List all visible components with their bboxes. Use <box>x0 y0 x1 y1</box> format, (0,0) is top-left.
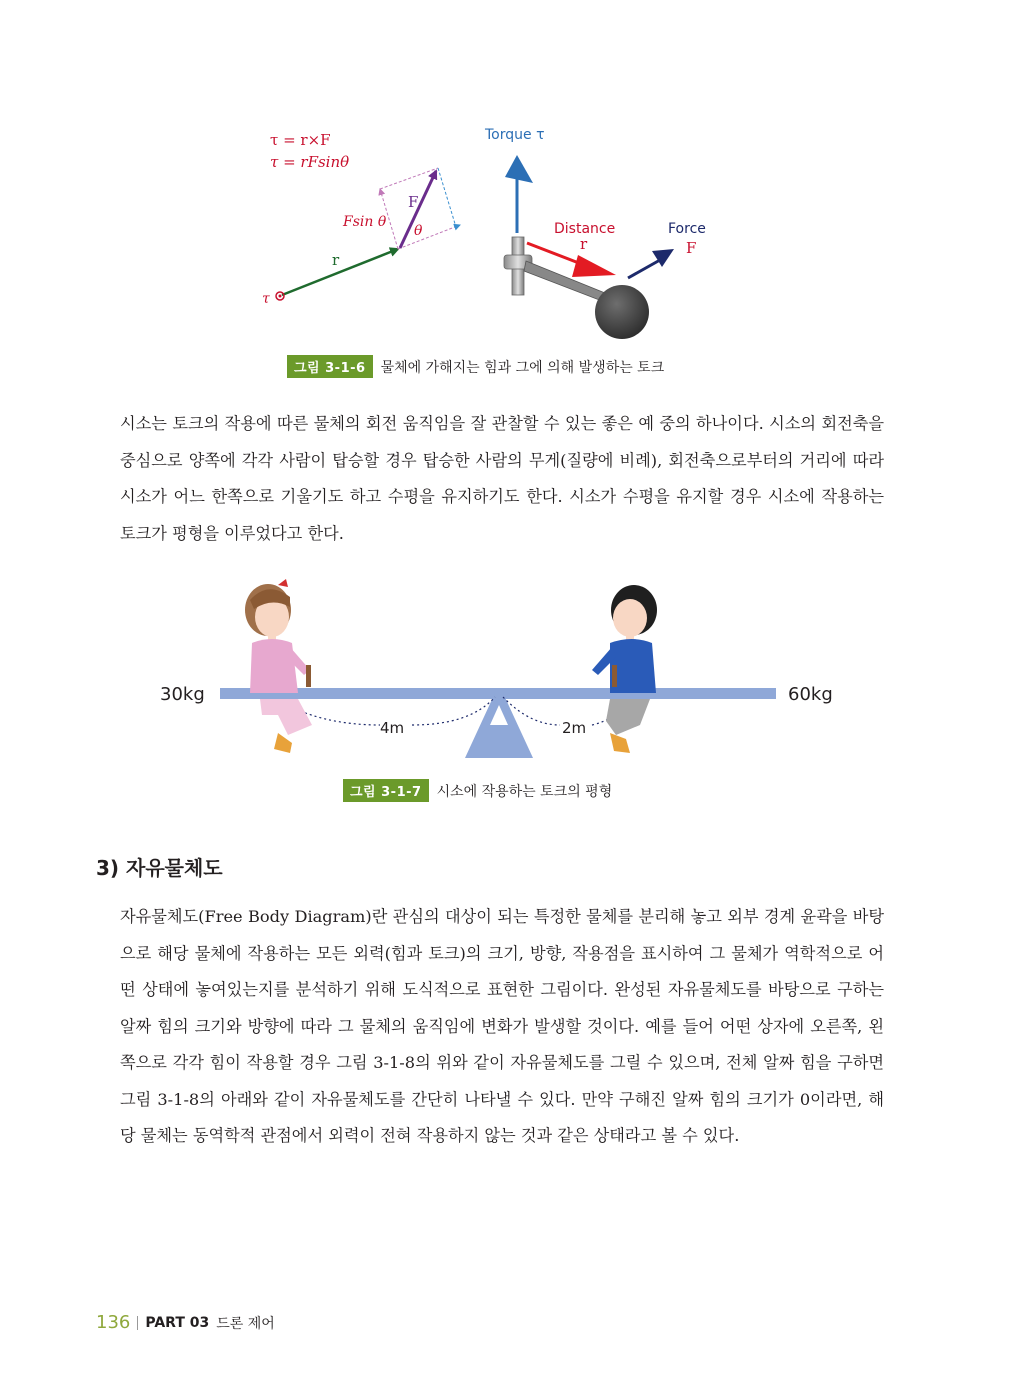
figure-caption-3-1-6 <box>287 355 664 378</box>
r-label: r <box>332 251 340 269</box>
r-vector <box>282 249 398 295</box>
tau-symbol: τ <box>262 291 270 307</box>
paragraph-text: 시소는 토크의 작용에 따른 물체의 회전 움직임을 잘 관찰할 수 있는 좋은 예 중의 하나이다. 시소의 회전축을 중심으로 양쪽에 각각 사람이 탑승할 경우 탑승한 사람의 무게(질량에 비례), 회전축으로부터의 거리에 따라 시소가 어느 한쪽으로 기울기도 하고 수평을 유지하기도 한다. 시소가 수평을 유지할 경우 시소에 작용하는 토크가 평형을 이루었다고 한다. <box>120 414 884 543</box>
chapter-label: 드론 제어 <box>216 1315 275 1332</box>
boy-figure <box>592 585 657 753</box>
paragraph-free-body-diagram <box>120 899 884 1155</box>
torque-arrow-icon <box>505 155 533 183</box>
left-weight-label: 30kg <box>160 684 205 705</box>
footer-divider <box>137 1316 138 1330</box>
girl-figure <box>245 579 312 753</box>
torque-figure <box>250 115 750 355</box>
distance-arrow-icon <box>572 255 616 277</box>
paragraph-seesaw <box>120 406 884 552</box>
figure-number-badge: 그림 3-1-7 <box>343 779 429 802</box>
distance-label: Distance <box>554 221 616 237</box>
ball <box>595 285 649 339</box>
formula-sin: τ = rFsinθ <box>270 153 350 171</box>
fsin-label: Fsin θ <box>343 214 387 230</box>
page-footer <box>96 1312 275 1333</box>
torque-label: Torque τ <box>485 127 545 143</box>
page-number: 136 <box>96 1312 131 1333</box>
force-sub-label: F <box>686 239 697 257</box>
part-label: PART 03 <box>145 1314 210 1331</box>
paragraph-text: 자유물체도(Free Body Diagram)란 관심의 대상이 되는 특정한 물체를 분리해 놓고 외부 경계 윤곽을 바탕으로 해당 물체에 작용하는 모든 외력(힘과 토크)의 크기, 방향, 작용점을 표시하여 그 물체가 역학적으로 어떤 상태에 놓여있는지를 분석하기 위해 도식적으로 표현한 그림이다. 완성된 자유물체도를 바탕으로 구하는 알짜 힘의 크기와 방향에 따라 그 물체의 움직임에 변화가 발생할 것이다. 예를 들어 어떤 상자에 오른쪽, 왼쪽으로 각각 힘이 작용할 경우 그림 3-1-8의 위와 같이 자유물체도를 그릴 수 있으며, 전체 알짜 힘을 구하면 그림 3-1-8의 아래와 같이 자유물체도를 간단히 나타낼 수 있다. 만약 구해진 알짜 힘의 크기가 0이라면, 해당 물체는 동역학적 관점에서 외력이 전혀 작용하지 않는 것과 같은 상태라고 볼 수 있다. <box>120 907 884 1145</box>
f-label: F <box>408 193 419 211</box>
seesaw-figure <box>150 575 870 775</box>
theta-label: θ <box>414 223 423 239</box>
formula-cross: τ = r×F <box>270 131 331 149</box>
figure-caption-3-1-7 <box>343 779 612 802</box>
figure-number-badge: 그림 3-1-6 <box>287 355 373 378</box>
seesaw-fulcrum <box>465 693 533 758</box>
distance-sub-label: r <box>580 235 588 253</box>
right-distance-label: 2m <box>562 719 587 737</box>
figure-caption-text: 시소에 작용하는 토크의 평형 <box>436 783 613 800</box>
left-distance-label: 4m <box>380 719 405 737</box>
right-weight-label: 60kg <box>788 684 833 705</box>
figure-caption-text: 물체에 가해지는 힘과 그에 의해 발생하는 토크 <box>380 359 665 376</box>
force-label: Force <box>668 221 706 237</box>
section-heading: 3) 자유물체도 <box>96 856 223 880</box>
